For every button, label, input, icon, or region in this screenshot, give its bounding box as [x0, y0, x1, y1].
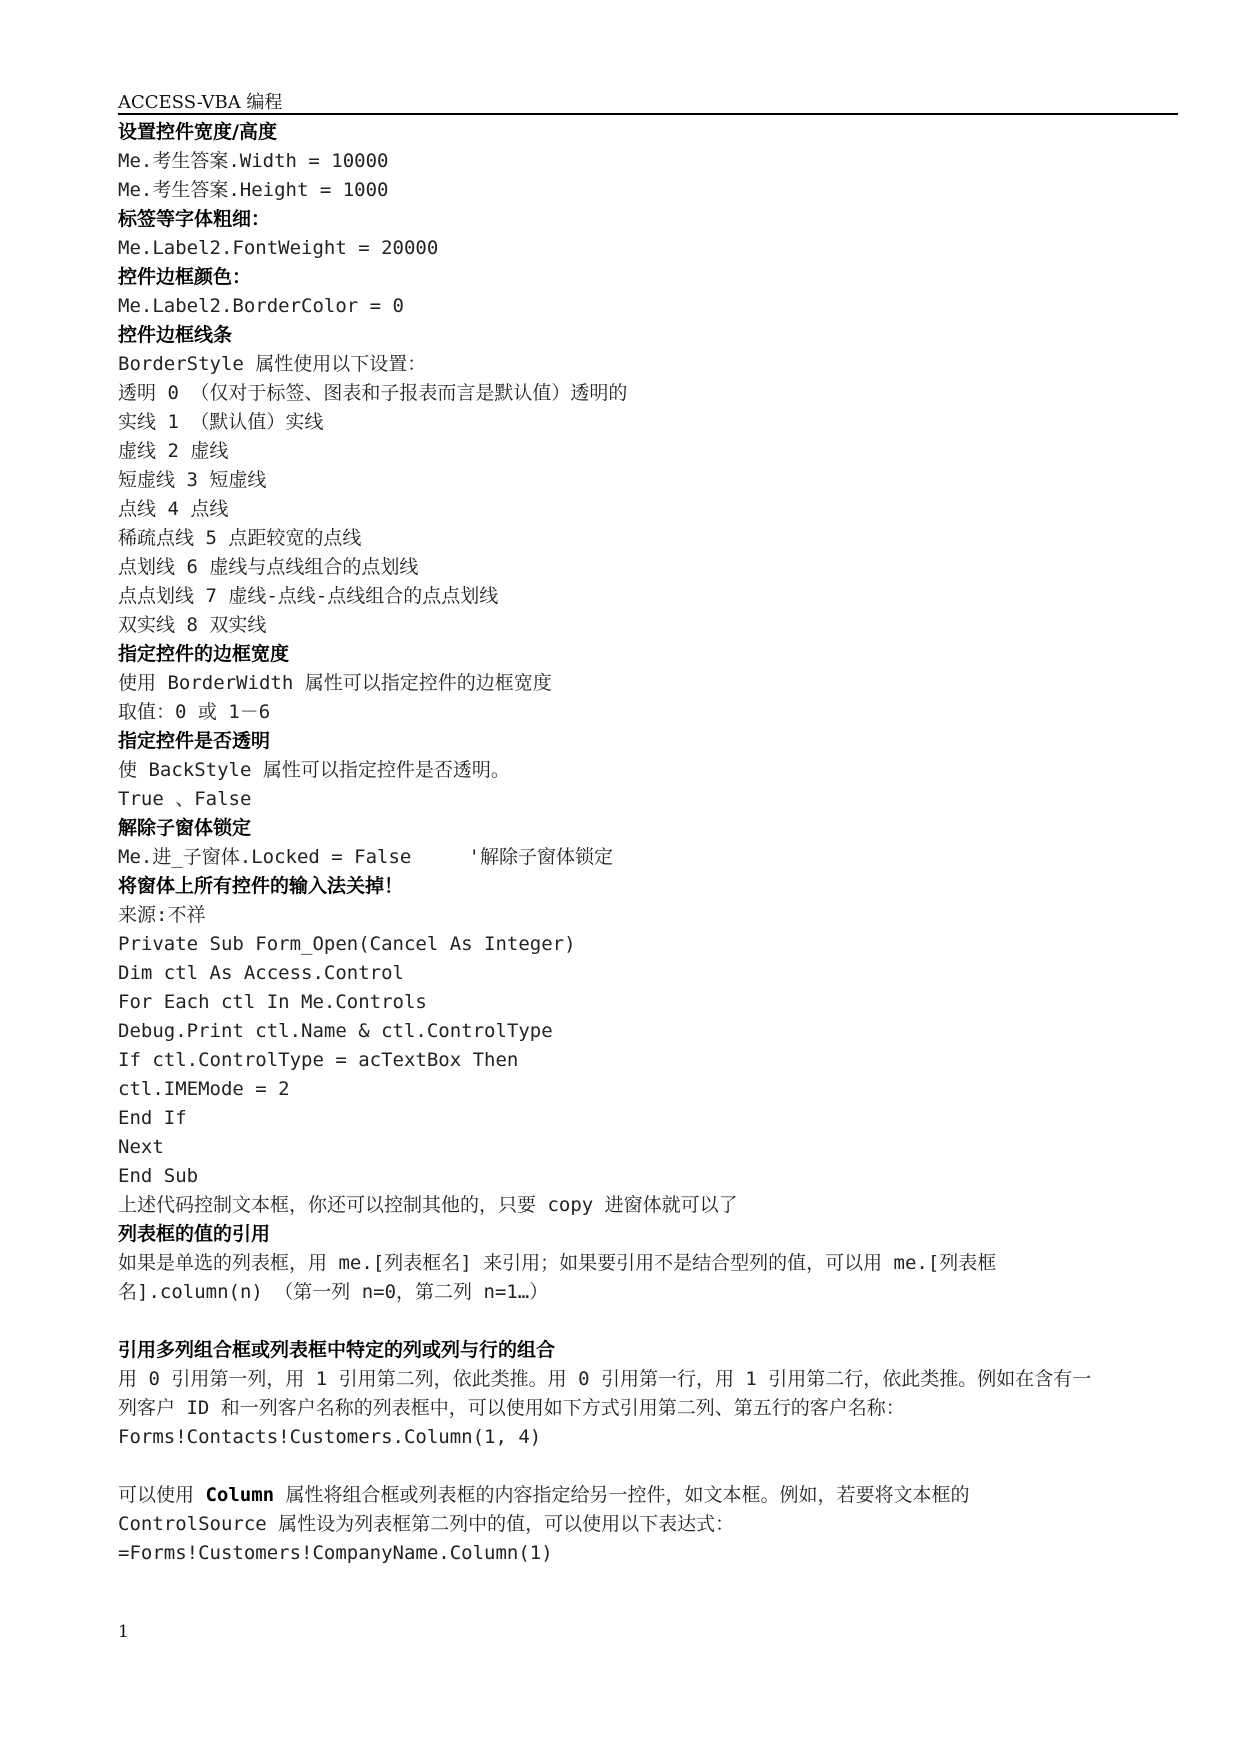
- text-line: 来源:不祥: [118, 904, 206, 926]
- text-line: 点线 4 点线: [118, 498, 229, 520]
- text-line: 用 0 引用第一列，用 1 引用第二列，依此类推。用 0 引用第一行，用 1 引用第二行，依此类推。例如在含有一: [118, 1368, 1092, 1390]
- code-line: Me.Label2.FontWeight = 20000: [118, 237, 439, 259]
- text-line: BorderStyle 属性使用以下设置：: [118, 353, 427, 375]
- section-heading: 列表框的值的引用: [118, 1223, 271, 1245]
- code-line: If ctl.ControlType = acTextBox Then: [118, 1049, 519, 1071]
- section-heading: 标签等字体粗细：: [118, 208, 271, 230]
- header-rule: [118, 113, 1178, 115]
- text-line: [118, 1481, 1178, 1510]
- text-line: 上述代码控制文本框，你还可以控制其他的，只要 copy 进窗体就可以了: [118, 1194, 738, 1216]
- page-number: 1: [118, 1622, 129, 1642]
- document-body: [118, 118, 1178, 1568]
- text-line: 双实线 8 双实线: [118, 614, 267, 636]
- section-heading: 设置控件宽度/高度: [118, 121, 277, 143]
- blank-line: [118, 1452, 1178, 1481]
- section-heading: 解除子窗体锁定: [118, 817, 252, 839]
- code-line: End If: [118, 1107, 187, 1129]
- code-line: ctl.IMEMode = 2: [118, 1078, 290, 1100]
- text-line: 如果是单选的列表框，用 me.[列表框名] 来引用；如果要引用不是结合型列的值，可以用 me.[列表框: [118, 1252, 997, 1274]
- text-line: 稀疏点线 5 点距较宽的点线: [118, 527, 362, 549]
- code-line: Me.考生答案.Height = 1000: [118, 179, 389, 201]
- text-line: 名].column(n) （第一列 n=0，第二列 n=1…）: [118, 1281, 549, 1303]
- blank-line: [118, 1307, 1178, 1336]
- text-line: 点划线 6 虚线与点线组合的点划线: [118, 556, 419, 578]
- code-line: End Sub: [118, 1165, 199, 1187]
- code-line: Private Sub Form_Open(Cancel As Integer): [118, 933, 576, 955]
- text-line: True 、False: [118, 788, 252, 810]
- section-heading: 引用多列组合框或列表框中特定的列或列与行的组合: [118, 1339, 556, 1361]
- section-heading: 指定控件的边框宽度: [118, 643, 290, 665]
- text-line: 使用 BorderWidth 属性可以指定控件的边框宽度: [118, 672, 552, 694]
- text-line: 取值：0 或 1－6: [118, 701, 271, 723]
- text-line: 点点划线 7 虚线-点线-点线组合的点点划线: [118, 585, 499, 607]
- text-line: 虚线 2 虚线: [118, 440, 229, 462]
- page-header: ACCESS-VBA 编程: [118, 92, 283, 113]
- text-line: 使 BackStyle 属性可以指定控件是否透明。: [118, 759, 510, 781]
- code-line: Me.进_子窗体.Locked = False '解除子窗体锁定: [118, 846, 613, 868]
- code-line: =Forms!Customers!CompanyName.Column(1): [118, 1542, 553, 1564]
- code-line: For Each ctl In Me.Controls: [118, 991, 427, 1013]
- text-line: 实线 1 （默认值）实线: [118, 411, 324, 433]
- section-heading: 控件边框颜色：: [118, 266, 252, 288]
- code-line: Dim ctl As Access.Control: [118, 962, 404, 984]
- section-heading: 指定控件是否透明: [118, 730, 271, 752]
- text-line: ControlSource 属性设为列表框第二列中的值，可以使用以下表达式：: [118, 1513, 735, 1535]
- column-keyword: Column: [205, 1484, 275, 1506]
- section-heading: 将窗体上所有控件的输入法关掉！: [118, 875, 404, 897]
- code-line: Debug.Print ctl.Name & ctl.ControlType: [118, 1020, 553, 1042]
- text-fragment: 可以使用: [118, 1484, 206, 1506]
- section-heading: 控件边框线条: [118, 324, 233, 346]
- text-line: 短虚线 3 短虚线: [118, 469, 267, 491]
- text-fragment: 属性将组合框或列表框的内容指定给另一控件，如文本框。例如，若要将文本框的: [274, 1484, 970, 1506]
- code-line: Me.考生答案.Width = 10000: [118, 150, 389, 172]
- code-line: Me.Label2.BorderColor = 0: [118, 295, 404, 317]
- code-line: Forms!Contacts!Customers.Column(1, 4): [118, 1426, 542, 1448]
- code-line: Next: [118, 1136, 164, 1158]
- text-line: 列客户 ID 和一列客户名称的列表框中，可以使用如下方式引用第二列、第五行的客户名称：: [118, 1397, 905, 1419]
- text-line: 透明 0 （仅对于标签、图表和子报表而言是默认值）透明的: [118, 382, 628, 404]
